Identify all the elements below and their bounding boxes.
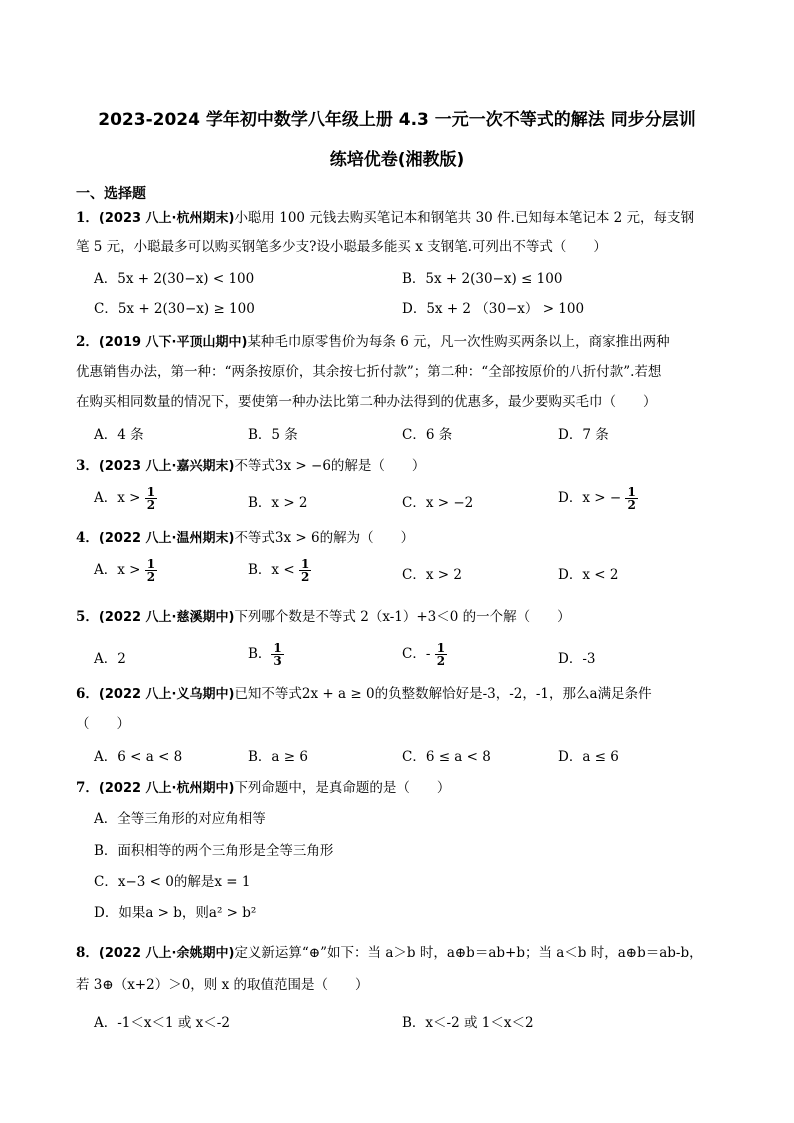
denominator: 2 [146,570,156,584]
q6-option-d: D．a ≤ 6 [558,749,619,765]
q1-option-b: B．5x + 2(30−x) ≤ 100 [402,271,563,287]
q2-option-d: D．7 条 [558,427,609,443]
question-6-line-2: （ ） [76,716,130,732]
doc-title-line-1: 2023-2024 学年初中数学八年级上册 4.3 一元一次不等式的解法 同步分层训 [98,110,696,130]
question-source: (2022 八上·温州期末) [98,531,235,546]
q5-option-c [402,642,447,667]
fraction [299,558,311,583]
q6-option-c: C．6 ≤ a < 8 [402,749,491,765]
q2-option-c: C．6 条 [402,427,453,443]
question-number: 2． [76,334,99,350]
question-source: (2022 八上·杭州期中) [98,781,235,796]
fraction [145,558,157,583]
numerator: 1 [627,485,636,499]
question-2-line-2: 优惠销售办法，第一种：“两条按原价，其余按七折付款”；第二种：“全部按原价的八折付款”.若想 [76,364,662,380]
question-text: 下列哪个数是不等式 2（x-1）+3＜0 的一个解（ ） [234,609,571,625]
question-4-line-1 [76,529,414,548]
question-number: 1． [76,210,99,226]
question-text: 定义新运算“⊕”如下：当 a＞b 时，a⊕b＝ab+b；当 a＜b 时，a⊕b＝ab-b， [234,945,703,961]
option-text: B． [248,646,272,662]
q3-option-d [558,486,638,511]
fraction [435,642,447,667]
q5-option-d: D．-3 [558,651,596,667]
q4-option-a [94,558,157,583]
numerator: 1 [300,557,310,571]
question-7-line-1 [76,779,450,798]
question-source: (2023 八上·杭州期末) [98,211,235,226]
denominator: 2 [627,498,636,512]
q1-option-a: A．5x + 2(30−x) < 100 [94,271,255,287]
question-number: 5． [76,609,99,625]
question-number: 8． [76,945,99,961]
question-text: 不等式3x > −6的解是（ ） [234,458,426,474]
q3-option-a [94,486,157,511]
option-text: A．x > [94,490,141,506]
q1-option-c: C．5x + 2(30−x) ≥ 100 [94,301,255,317]
q7-option-b: B．面积相等的两个三角形是全等三角形 [94,843,334,859]
option-text: B．x < [248,562,295,578]
question-source: (2023 八上·嘉兴期末) [98,459,235,474]
question-text: 已知不等式2x + a ≥ 0的负整数解恰好是-3，-2，-1，那么a满足条件 [234,686,652,702]
option-text: A．x > [94,562,141,578]
question-5-line-1 [76,608,571,627]
q5-option-a: A．2 [94,651,126,667]
fraction [625,486,637,511]
denominator: 2 [436,654,446,668]
question-source: (2022 八上·义乌期中) [98,687,235,702]
question-number: 4． [76,530,99,546]
doc-title-line-2: 练培优卷(湘教版) [329,150,465,170]
q6-option-a: A．6 < a < 8 [94,749,183,765]
question-3-line-1 [76,457,425,476]
question-1-line-2: 笔 5 元，小聪最多可以购买钢笔多少支?设小聪最多能买 x 支钢笔.可列出不等式（ ） [76,239,607,255]
fraction [271,642,283,667]
question-text: 不等式3x > 6的解为（ ） [234,530,415,546]
question-text: 某种毛巾原零售价为每条 6 元，凡一次性购买两条以上，商家推出两种 [247,334,670,350]
question-number: 6． [76,686,99,702]
question-8-line-1 [76,944,703,963]
question-source: (2022 八上·慈溪期中) [98,610,235,625]
question-source: (2022 八上·余姚期中) [98,946,235,961]
denominator: 2 [300,570,310,584]
question-2-line-1 [76,333,670,352]
option-text: D．x > − [558,490,622,506]
section-heading: 一、选择题 [76,186,146,202]
question-1-line-1 [76,209,694,228]
q5-option-b [248,642,284,667]
q8-option-b: B．x＜-2 或 1＜x＜2 [402,1015,534,1031]
q4-option-b [248,558,311,583]
question-number: 7． [76,780,99,796]
q2-option-b: B．5 条 [248,427,298,443]
numerator: 1 [146,485,156,499]
question-2-line-3: 在购买相同数量的情况下，要使第一种办法比第二种办法得到的优惠多，最少要购买毛巾（ ） [76,394,657,410]
question-number: 3． [76,458,99,474]
question-text: 小聪用 100 元钱去购买笔记本和钢笔共 30 件.已知每本笔记本 2 元，每支钢 [234,210,695,226]
q7-option-d: D．如果a > b，则a² > b² [94,905,257,921]
q4-option-c: C．x > 2 [402,567,462,583]
denominator: 3 [273,654,282,668]
fraction [145,486,157,511]
question-text: 下列命题中，是真命题的是（ ） [234,780,451,796]
question-8-line-2: 若 3⊕（x+2）＞0，则 x 的取值范围是（ ） [76,977,369,993]
q2-option-a: A．4 条 [94,427,144,443]
q6-option-b: B．a ≥ 6 [248,749,308,765]
question-source: (2019 八下·平顶山期中) [98,335,248,350]
q3-option-c: C．x > −2 [402,495,474,511]
numerator: 1 [273,641,282,655]
q7-option-c: C．x−3 < 0的解是x = 1 [94,874,251,890]
q3-option-b: B．x > 2 [248,495,308,511]
denominator: 2 [146,498,156,512]
option-text: C．- [402,646,431,662]
q7-option-a: A．全等三角形的对应角相等 [94,811,266,827]
q8-option-a: A．-1＜x＜1 或 x＜-2 [94,1015,230,1031]
q4-option-d: D．x < 2 [558,567,619,583]
numerator: 1 [146,557,156,571]
question-6-line-1 [76,685,652,704]
numerator: 1 [436,641,446,655]
q1-option-d: D．5x + 2 （30−x） > 100 [402,301,585,317]
